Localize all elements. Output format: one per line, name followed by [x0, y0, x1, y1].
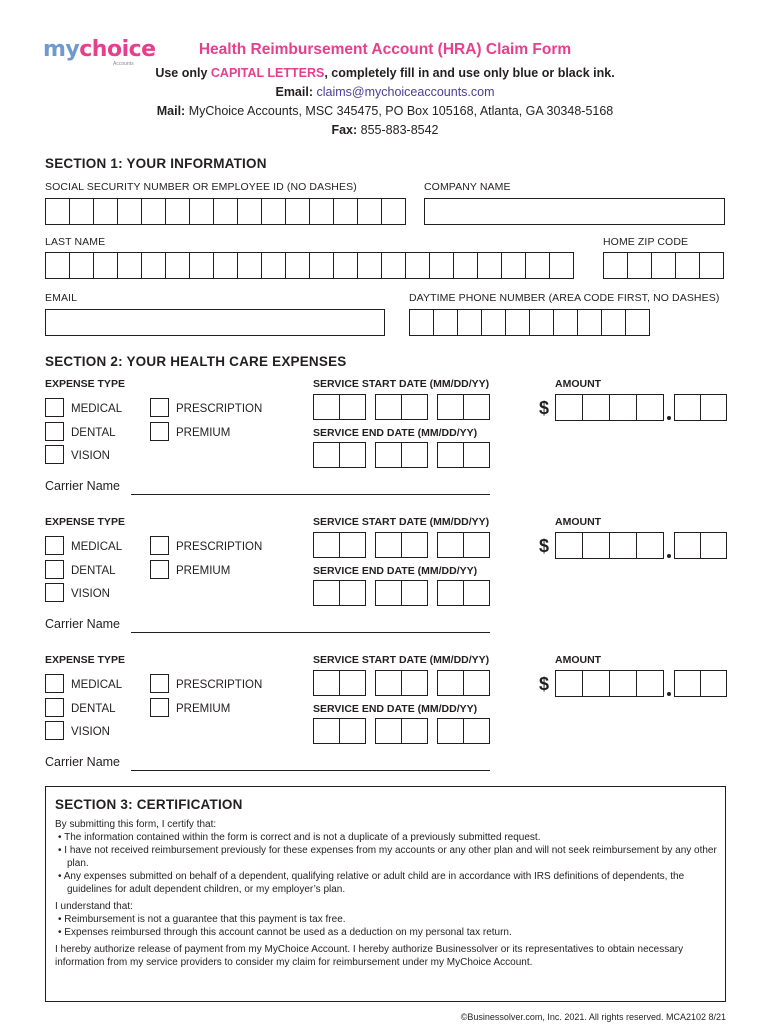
decimal-point: [667, 692, 671, 696]
service-start-label: SERVICE START DATE (MM/DD/YY): [313, 378, 490, 390]
authorization-text: I hereby authorize release of payment from my MyChoice Account. I hereby authorize Businessolver or its representatives to obtain necessary information from my service providers to consider my claim for reimbursement under my MyChoice Account.: [55, 944, 684, 968]
phone-input[interactable]: [409, 309, 649, 336]
char-box[interactable]: [549, 252, 574, 279]
service-end-date-input[interactable]: [313, 718, 365, 744]
premium-label: PREMIUM: [176, 427, 231, 439]
medical-label: MEDICAL: [71, 541, 123, 553]
char-box[interactable]: [401, 394, 428, 420]
char-box[interactable]: [339, 532, 366, 558]
char-box[interactable]: [339, 394, 366, 420]
ssn-label: SOCIAL SECURITY NUMBER OR EMPLOYEE ID (NO DASHES): [45, 181, 357, 193]
char-box[interactable]: [437, 394, 464, 420]
carrier-name-input[interactable]: [131, 770, 490, 771]
logo-subtitle: Accounts: [113, 61, 134, 67]
char-box[interactable]: [309, 252, 334, 279]
email-input[interactable]: [45, 309, 385, 336]
char-box[interactable]: [313, 394, 340, 420]
char-box[interactable]: [700, 394, 727, 421]
last-name-label: LAST NAME: [45, 236, 106, 248]
service-end-date-input[interactable]: [313, 442, 365, 468]
char-box[interactable]: [339, 718, 366, 744]
char-box[interactable]: [285, 252, 310, 279]
char-box[interactable]: [636, 532, 664, 559]
amount-cents-input[interactable]: [674, 670, 726, 697]
service-start-label: SERVICE START DATE (MM/DD/YY): [313, 654, 490, 666]
char-box[interactable]: [553, 309, 578, 336]
medical-checkbox[interactable]: [45, 536, 64, 555]
char-box[interactable]: [313, 442, 340, 468]
phone-label: DAYTIME PHONE NUMBER (AREA CODE FIRST, NO DASHES): [409, 292, 720, 304]
char-box[interactable]: [261, 198, 286, 225]
email-label: EMAIL: [45, 292, 78, 304]
medical-label: MEDICAL: [71, 403, 123, 415]
char-box[interactable]: [609, 670, 637, 697]
char-box[interactable]: [309, 198, 334, 225]
char-box[interactable]: [699, 252, 724, 279]
amount-label: AMOUNT: [555, 516, 602, 528]
prescription-checkbox[interactable]: [150, 398, 169, 417]
service-start-date-input[interactable]: [313, 670, 365, 696]
char-box[interactable]: [375, 670, 402, 696]
char-box[interactable]: [463, 580, 490, 606]
char-box[interactable]: [165, 252, 190, 279]
char-box[interactable]: [582, 394, 610, 421]
service-end-date-input[interactable]: [375, 580, 427, 606]
dollar-sign: $: [539, 674, 550, 694]
decimal-point: [667, 554, 671, 558]
char-box[interactable]: [674, 394, 701, 421]
char-box[interactable]: [339, 442, 366, 468]
char-box[interactable]: [117, 252, 142, 279]
vision-checkbox[interactable]: [45, 721, 64, 740]
char-box[interactable]: [463, 670, 490, 696]
medical-checkbox[interactable]: [45, 674, 64, 693]
mail-line: Mail: MyChoice Accounts, MSC 345475, PO Box 105168, Atlanta, GA 30348-5168: [156, 104, 614, 118]
section3-title: SECTION 3: CERTIFICATION: [55, 797, 243, 812]
char-box[interactable]: [409, 309, 434, 336]
char-box[interactable]: [313, 532, 340, 558]
char-box[interactable]: [627, 252, 652, 279]
char-box[interactable]: [69, 252, 94, 279]
char-box[interactable]: [625, 309, 650, 336]
char-box[interactable]: [477, 252, 502, 279]
dental-label: DENTAL: [71, 565, 116, 577]
vision-label: VISION: [71, 588, 110, 600]
understand-bullet: • Expenses reimbursed through this account cannot be used as a deduction on my personal tax return.: [58, 927, 512, 938]
char-box[interactable]: [357, 252, 382, 279]
char-box[interactable]: [237, 198, 262, 225]
expense-type-label: EXPENSE TYPE: [45, 654, 125, 666]
char-box[interactable]: [375, 442, 402, 468]
carrier-name-label: Carrier Name: [45, 479, 121, 493]
char-box[interactable]: [529, 309, 554, 336]
char-box[interactable]: [453, 252, 478, 279]
char-box[interactable]: [381, 252, 406, 279]
expense-type-label: EXPENSE TYPE: [45, 378, 125, 390]
char-box[interactable]: [93, 252, 118, 279]
service-start-date-input[interactable]: [375, 670, 427, 696]
char-box[interactable]: [381, 198, 406, 225]
premium-checkbox[interactable]: [150, 560, 169, 579]
service-start-date-input[interactable]: [375, 394, 427, 420]
char-box[interactable]: [285, 198, 310, 225]
char-box[interactable]: [313, 580, 340, 606]
instruction-line: Use only CAPITAL LETTERS, completely fill in and use only blue or black ink.: [155, 66, 615, 80]
email-line: Email: claims@mychoiceaccounts.com: [275, 85, 495, 99]
prescription-label: PRESCRIPTION: [176, 541, 263, 553]
dollar-sign: $: [539, 398, 550, 418]
carrier-name-input[interactable]: [131, 494, 490, 495]
service-end-date-input[interactable]: [437, 718, 489, 744]
char-box[interactable]: [401, 442, 428, 468]
char-box[interactable]: [463, 532, 490, 558]
amount-dollars-input[interactable]: [555, 670, 663, 697]
service-start-date-input[interactable]: [437, 532, 489, 558]
service-end-date-input[interactable]: [375, 718, 427, 744]
cert-bullet: • The information contained within the form is correct and is not a duplicate of a previously submitted request.: [58, 832, 541, 843]
form-title: Health Reimbursement Account (HRA) Claim Form: [198, 41, 572, 58]
char-box[interactable]: [333, 198, 358, 225]
char-box[interactable]: [375, 394, 402, 420]
char-box[interactable]: [577, 309, 602, 336]
char-box[interactable]: [141, 198, 166, 225]
char-box[interactable]: [401, 718, 428, 744]
vision-checkbox[interactable]: [45, 445, 64, 464]
char-box[interactable]: [601, 309, 626, 336]
prescription-label: PRESCRIPTION: [176, 403, 263, 415]
char-box[interactable]: [582, 670, 610, 697]
char-box[interactable]: [165, 198, 190, 225]
prescription-label: PRESCRIPTION: [176, 679, 263, 691]
email-link[interactable]: claims@mychoiceaccounts.com: [316, 85, 495, 99]
last-name-input[interactable]: [45, 252, 573, 279]
dental-checkbox[interactable]: [45, 422, 64, 441]
char-box[interactable]: [375, 718, 402, 744]
char-box[interactable]: [333, 252, 358, 279]
dental-checkbox[interactable]: [45, 560, 64, 579]
dental-label: DENTAL: [71, 703, 116, 715]
amount-cents-input[interactable]: [674, 394, 726, 421]
char-box[interactable]: [609, 394, 637, 421]
char-box[interactable]: [463, 442, 490, 468]
char-box[interactable]: [213, 198, 238, 225]
char-box[interactable]: [45, 198, 70, 225]
amount-label: AMOUNT: [555, 654, 602, 666]
premium-label: PREMIUM: [176, 565, 231, 577]
char-box[interactable]: [437, 532, 464, 558]
amount-cents-input[interactable]: [674, 532, 726, 559]
char-box[interactable]: [357, 198, 382, 225]
premium-checkbox[interactable]: [150, 422, 169, 441]
dollar-sign: $: [539, 536, 550, 556]
service-end-label: SERVICE END DATE (MM/DD/YY): [313, 703, 478, 715]
vision-label: VISION: [71, 450, 110, 462]
char-box[interactable]: [555, 394, 583, 421]
char-box[interactable]: [457, 309, 482, 336]
char-box[interactable]: [401, 580, 428, 606]
char-box[interactable]: [437, 718, 464, 744]
service-start-date-input[interactable]: [313, 394, 365, 420]
char-box[interactable]: [117, 198, 142, 225]
char-box[interactable]: [189, 198, 214, 225]
char-box[interactable]: [603, 252, 628, 279]
service-end-label: SERVICE END DATE (MM/DD/YY): [313, 427, 478, 439]
medical-label: MEDICAL: [71, 679, 123, 691]
vision-label: VISION: [71, 726, 110, 738]
char-box[interactable]: [505, 309, 530, 336]
char-box[interactable]: [437, 580, 464, 606]
service-end-label: SERVICE END DATE (MM/DD/YY): [313, 565, 478, 577]
char-box[interactable]: [636, 670, 664, 697]
char-box[interactable]: [401, 670, 428, 696]
section2-title: SECTION 2: YOUR HEALTH CARE EXPENSES: [45, 354, 347, 369]
certification-box: [45, 786, 726, 1002]
char-box[interactable]: [437, 442, 464, 468]
char-box[interactable]: [555, 532, 583, 559]
service-end-date-input[interactable]: [437, 442, 489, 468]
prescription-checkbox[interactable]: [150, 674, 169, 693]
fax-line: Fax: 855-883-8542: [331, 123, 439, 137]
premium-checkbox[interactable]: [150, 698, 169, 717]
carrier-name-label: Carrier Name: [45, 755, 121, 769]
carrier-name-input[interactable]: [131, 632, 490, 633]
char-box[interactable]: [339, 670, 366, 696]
service-start-date-input[interactable]: [437, 670, 489, 696]
char-box[interactable]: [375, 580, 402, 606]
char-box[interactable]: [582, 532, 610, 559]
char-box[interactable]: [525, 252, 550, 279]
zip-input[interactable]: [603, 252, 723, 279]
char-box[interactable]: [339, 580, 366, 606]
char-box[interactable]: [700, 670, 727, 697]
char-box[interactable]: [674, 532, 701, 559]
amount-label: AMOUNT: [555, 378, 602, 390]
char-box[interactable]: [189, 252, 214, 279]
char-box[interactable]: [237, 252, 262, 279]
char-box[interactable]: [93, 198, 118, 225]
expense-type-label: EXPENSE TYPE: [45, 516, 125, 528]
understand-bullet: • Reimbursement is not a guarantee that this payment is tax free.: [58, 914, 346, 925]
char-box[interactable]: [141, 252, 166, 279]
decimal-point: [667, 416, 671, 420]
mychoice-logo: mychoice: [43, 37, 156, 62]
company-name-input[interactable]: [424, 198, 725, 225]
cert-bullet: • Any expenses submitted on behalf of a dependent, qualifying relative or adult child are in accordance with IRS definitions of dependents, the guidelines for adult dependent children, or my employer’s plan.: [58, 871, 685, 895]
prescription-checkbox[interactable]: [150, 536, 169, 555]
char-box[interactable]: [463, 718, 490, 744]
char-box[interactable]: [609, 532, 637, 559]
understand-intro: I understand that:: [55, 901, 133, 912]
dental-checkbox[interactable]: [45, 698, 64, 717]
char-box[interactable]: [437, 670, 464, 696]
dental-label: DENTAL: [71, 427, 116, 439]
ssn-input[interactable]: [45, 198, 405, 225]
char-box[interactable]: [405, 252, 430, 279]
char-box[interactable]: [313, 670, 340, 696]
char-box[interactable]: [261, 252, 286, 279]
section1-title: SECTION 1: YOUR INFORMATION: [45, 156, 267, 171]
service-start-date-input[interactable]: [313, 532, 365, 558]
char-box[interactable]: [375, 532, 402, 558]
char-box[interactable]: [555, 670, 583, 697]
char-box[interactable]: [700, 532, 727, 559]
char-box[interactable]: [651, 252, 676, 279]
zip-label: HOME ZIP CODE: [603, 236, 689, 248]
char-box[interactable]: [45, 252, 70, 279]
premium-label: PREMIUM: [176, 703, 231, 715]
cert-bullet: • I have not received reimbursement previously for these expenses from my accounts or any other plan and will not seek reimbursement by any other plan.: [58, 845, 717, 869]
amount-dollars-input[interactable]: [555, 532, 663, 559]
service-end-date-input[interactable]: [437, 580, 489, 606]
char-box[interactable]: [401, 532, 428, 558]
char-box[interactable]: [213, 252, 238, 279]
service-start-date-input[interactable]: [375, 532, 427, 558]
char-box[interactable]: [674, 670, 701, 697]
amount-dollars-input[interactable]: [555, 394, 663, 421]
medical-checkbox[interactable]: [45, 398, 64, 417]
carrier-name-label: Carrier Name: [45, 617, 121, 631]
cert-intro: By submitting this form, I certify that:: [55, 819, 217, 830]
char-box[interactable]: [501, 252, 526, 279]
char-box[interactable]: [313, 718, 340, 744]
char-box[interactable]: [433, 309, 458, 336]
company-label: COMPANY NAME: [424, 181, 511, 193]
char-box[interactable]: [481, 309, 506, 336]
service-end-date-input[interactable]: [313, 580, 365, 606]
service-start-date-input[interactable]: [437, 394, 489, 420]
vision-checkbox[interactable]: [45, 583, 64, 602]
char-box[interactable]: [463, 394, 490, 420]
service-end-date-input[interactable]: [375, 442, 427, 468]
char-box[interactable]: [429, 252, 454, 279]
service-start-label: SERVICE START DATE (MM/DD/YY): [313, 516, 490, 528]
char-box[interactable]: [636, 394, 664, 421]
char-box[interactable]: [675, 252, 700, 279]
footer-copyright: ©Businessolver.com, Inc. 2021. All rights reserved. MCA2102 8/21: [460, 1012, 726, 1022]
char-box[interactable]: [69, 198, 94, 225]
